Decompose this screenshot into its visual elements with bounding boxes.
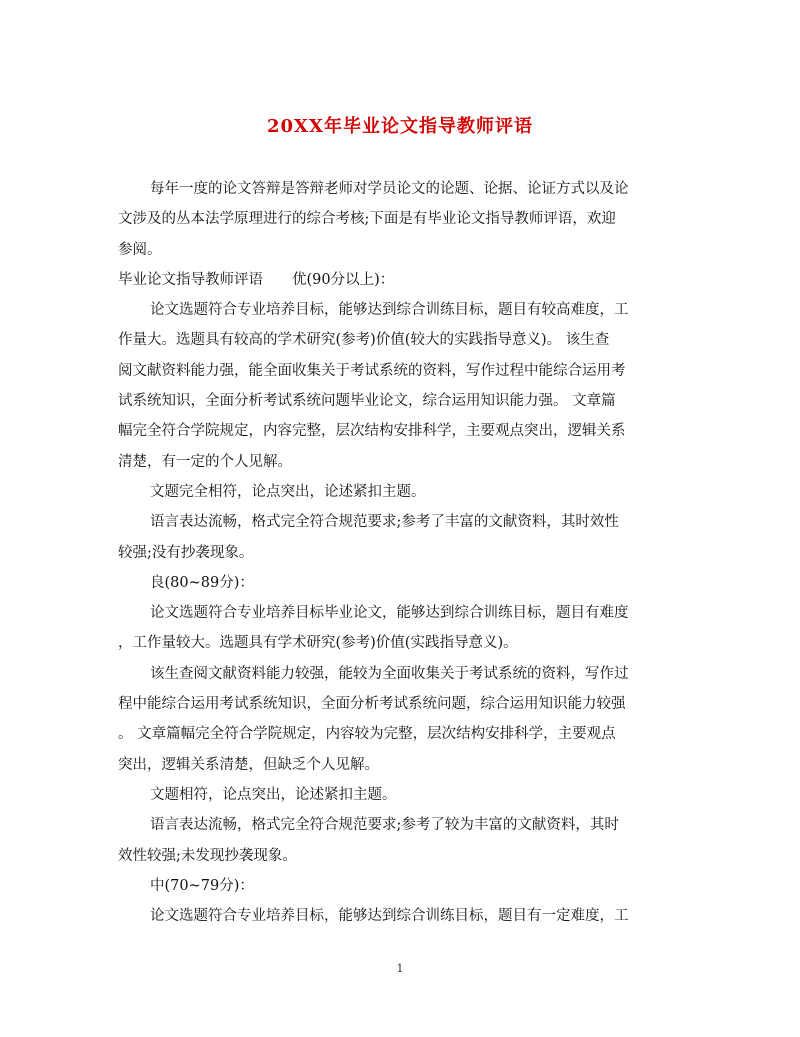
document-title: 20XX年毕业论文指导教师评语 (267, 116, 533, 137)
text-line: 论文选题符合专业培养目标毕业论文，能够达到综合训练目标，题目有难度 (150, 605, 629, 622)
text-line: 论文选题符合专业培养目标，能够达到综合训练目标，题目有较高难度，工 (150, 302, 629, 319)
text-line: 作量大。选题具有较高的学术研究(参考)价值(较大的实践指导意义)。 该生查 (118, 332, 610, 349)
text-line: 文涉及的丛本法学原理进行的综合考核;下面是有毕业论文指导教师评语，欢迎 (118, 211, 616, 228)
document-body (118, 174, 684, 931)
text-line: 文题相符，论点突出，论述紧扣主题。 (150, 786, 397, 803)
text-line: 毕业论文指导教师评语 优(90分以上)： (118, 271, 395, 288)
text-line: 突出，逻辑关系清楚，但缺乏个人见解。 (118, 756, 379, 773)
text-line: 幅完全符合学院规定，内容完整，层次结构安排科学，主要观点突出，逻辑关系 (118, 423, 626, 440)
text-line: 阅文献资料能力强，能全面收集关于考试系统的资料，写作过程中能综合运用考 (118, 362, 626, 379)
text-line: 语言表达流畅，格式完全符合规范要求;参考了丰富的文献资料，其时效性 (150, 514, 619, 531)
text-line: 参阅。 (118, 241, 162, 258)
text-line: 语言表达流畅，格式完全符合规范要求;参考了较为丰富的文献资料，其时 (150, 817, 619, 834)
text-line: 试系统知识，全面分析考试系统问题毕业论文，综合运用知识能力强。 文章篇 (118, 393, 616, 410)
text-line: 效性较强;未发现抄袭现象。 (118, 847, 297, 864)
text-line: 文题完全相符，论点突出，论述紧扣主题。 (150, 483, 426, 500)
text-line: 每年一度的论文答辩是答辩老师对学员论文的论题、论据、论证方式以及论 (150, 181, 629, 197)
text-line: 该生查阅文献资料能力较强，能较为全面收集关于考试系统的资料，写作过 (150, 665, 629, 682)
text-line: 论文选题符合专业培养目标，能够达到综合训练目标，题目有一定难度，工 (150, 908, 629, 925)
text-line: 良(80~89分)： (150, 574, 254, 591)
text-line: 中(70~79分)： (150, 877, 254, 894)
page-number: 1 (396, 962, 404, 975)
text-line: 清楚，有一定的个人见解。 (118, 453, 292, 470)
text-line: 。 文章篇幅完全符合学院规定，内容较为完整，层次结构安排科学，主要观点 (118, 726, 616, 743)
text-line: 程中能综合运用考试系统知识，全面分析考试系统问题，综合运用知识能力较强 (118, 696, 626, 713)
text-line: ，工作量较大。选题具有学术研究(参考)价值(实践指导意义)。 (118, 635, 518, 652)
text-line: 较强;没有抄袭现象。 (118, 544, 254, 561)
